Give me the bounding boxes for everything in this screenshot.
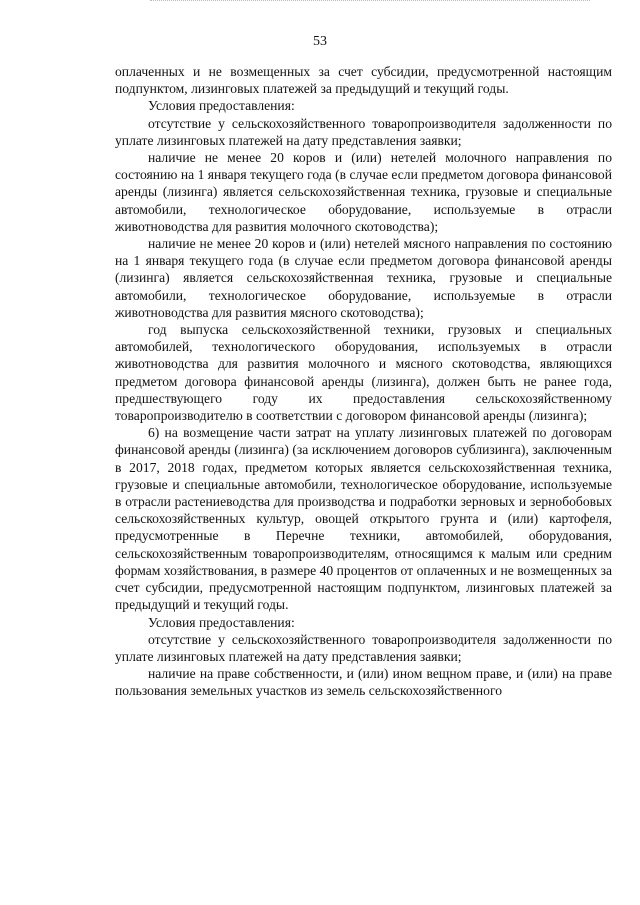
page-number: 53 [313, 34, 327, 49]
paragraph-conditions-heading-2: Условия предоставления: [148, 614, 295, 630]
scan-edge-artifact [150, 0, 590, 4]
paragraph-no-debt-condition-2: отсутствие у сельскохозяйственного товаропроизводителя задолженности по уплате лизинговых платежей на дату представления заявки; [115, 631, 612, 664]
paragraph-item-6: 6) на возмещение части затрат на уплату лизинговых платежей по договорам финансовой аренды (лизинга) (за исключением договоров сублизинга), заключенным в 2017, 2018 годах, предметом которых является сельскохозяйственная техника, грузовые и специальные автомобили, технологическое оборудование, используемые в отрасли растениеводства для производства и подработки зерновых и зернобобовых сельскохозяйственных культур, овощей открытого грунта и (или) картофеля, предусмотренные в Перечне техники, автомобилей, оборудования, сельскохозяйственным товаропроизводителям, относящимся к малым или средним формам хозяйствования, в размере 40 процентов от оплаченных и не возмещенных за счет субсидии, предусмотренной настоящим подпунктом, лизинговых платежей за предыдущий и текущий годы. [115, 425, 612, 613]
paragraph-year-of-manufacture-condition: год выпуска сельскохозяйственной техники, грузовых и специальных автомобилей, технологического оборудования, используемых в отрасли животноводства для развития молочного и мясного скотоводства, являющихся предметом договора финансовой аренды (лизинга), должен быть не ранее года, предшествующего году их предоставления сельскохозяйственному товаропроизводителю в соответствии с договором финансовой аренды (лизинга); [115, 322, 612, 424]
paragraph-conditions-heading: Условия предоставления: [148, 98, 295, 114]
paragraph-no-debt-condition: отсутствие у сельскохозяйственного товаропроизводителя задолженности по уплате лизинговых платежей на дату представления заявки; [115, 115, 612, 148]
document-body [115, 63, 612, 700]
paragraph-beef-cows-condition: наличие не менее 20 коров и (или) нетелей мясного направления по состоянию на 1 января текущего года (в случае если предметом договора финансовой аренды (лизинга) является сельскохозяйственная техника, грузовые и специальные автомобили, технологическое оборудование, используемые в отрасли животноводства для развития мясного скотоводства); [115, 236, 612, 320]
paragraph-continuation: оплаченных и не возмещенных за счет субсидии, предусмотренной настоящим подпунктом, лизинговых платежей за предыдущий и текущий годы. [115, 64, 612, 97]
paragraph-dairy-cows-condition: наличие не менее 20 коров и (или) нетелей молочного направления по состоянию на 1 января текущего года (в случае если предметом договора финансовой аренды (лизинга) является сельскохозяйственная техника, грузовые и специальные автомобили, технологическое оборудование, используемые в отрасли животноводства для развития молочного скотоводства); [115, 150, 613, 234]
paragraph-land-rights-condition: наличие на праве собственности, и (или) ином вещном праве, и (или) на праве пользования земельных участков из земель сельскохозяйственного [115, 666, 612, 699]
